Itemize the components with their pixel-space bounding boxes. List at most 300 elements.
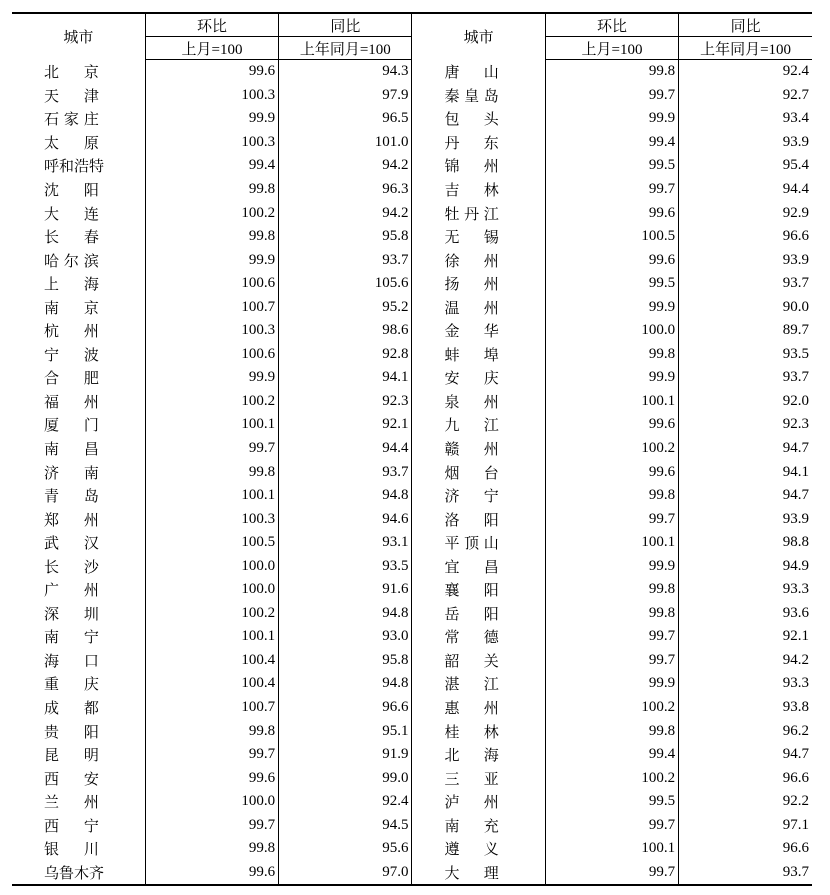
yoy-value-right: 94.2 — [782, 651, 809, 668]
mom-value-left: 100.0 — [145, 790, 278, 814]
mom-value-right: 99.6 — [545, 413, 678, 437]
city-name: 广 州 — [44, 583, 99, 600]
city-cell-left — [12, 531, 145, 555]
yoy-value-left: 105.6 — [279, 272, 412, 296]
city-cell-left — [12, 390, 145, 414]
mom-value-left: 100.7 — [145, 295, 278, 319]
mom-value-right: 100.2 — [545, 696, 678, 720]
city-name: 成 都 — [44, 701, 99, 718]
yoy-value-left: 91.9 — [279, 743, 412, 767]
mom-value-left: 100.4 — [145, 649, 278, 673]
city-cell-left — [12, 507, 145, 531]
yoy-value-right: 93.3 — [782, 581, 809, 598]
table-row — [12, 861, 812, 886]
city-name: 青 岛 — [44, 489, 99, 506]
city-name: 昆 明 — [44, 748, 99, 765]
mom-value-right: 99.7 — [545, 84, 678, 108]
yoy-value-right: 97.1 — [782, 816, 809, 833]
yoy-value-left: 94.1 — [279, 366, 412, 390]
city-cell-left — [12, 484, 145, 508]
city-cell-right — [412, 154, 545, 178]
yoy-value-left: 95.8 — [279, 649, 412, 673]
yoy-value-left: 92.1 — [279, 413, 412, 437]
yoy-value-right: 92.2 — [782, 793, 809, 810]
city-cell-left — [12, 437, 145, 461]
mom-value-right: 99.7 — [545, 507, 678, 531]
mom-value-left: 100.1 — [145, 413, 278, 437]
yoy-value-right: 93.7 — [782, 275, 809, 292]
mom-base-right: 上月=100 — [545, 37, 678, 60]
city-name: 贵 阳 — [44, 724, 99, 741]
mom-value-left: 99.8 — [145, 225, 278, 249]
yoy-base-left: 上年同月=100 — [279, 37, 412, 60]
table-row — [12, 295, 812, 319]
city-name: 温 州 — [444, 300, 499, 317]
city-cell-left — [12, 154, 145, 178]
yoy-value-right: 94.7 — [782, 746, 809, 763]
mom-value-left: 100.6 — [145, 343, 278, 367]
city-cell-right — [412, 766, 545, 790]
yoy-value-right: 96.6 — [782, 840, 809, 857]
mom-value-left: 99.9 — [145, 248, 278, 272]
yoy-value-right: 93.6 — [782, 604, 809, 621]
city-name: 上 海 — [44, 277, 99, 294]
yoy-value-right: 92.1 — [782, 628, 809, 645]
mom-value-right: 99.5 — [545, 790, 678, 814]
yoy-value-left: 95.1 — [279, 719, 412, 743]
yoy-value-left: 94.8 — [279, 602, 412, 626]
city-cell-right — [412, 837, 545, 861]
mom-value-left: 100.6 — [145, 272, 278, 296]
table-row — [12, 743, 812, 767]
mom-value-left: 99.4 — [145, 154, 278, 178]
city-cell-left — [12, 460, 145, 484]
mom-value-right: 99.8 — [545, 578, 678, 602]
yoy-value-right: 92.9 — [782, 204, 809, 221]
table-row — [12, 460, 812, 484]
mom-value-left: 100.0 — [145, 578, 278, 602]
mom-value-left: 99.9 — [145, 366, 278, 390]
city-name: 北 京 — [44, 65, 99, 82]
city-cell-right — [412, 178, 545, 202]
city-cell-right — [412, 295, 545, 319]
city-cell-left — [12, 602, 145, 626]
table-row — [12, 154, 812, 178]
yoy-value-right: 94.7 — [782, 440, 809, 457]
city-cell-left — [12, 60, 145, 84]
city-name: 南 昌 — [44, 442, 99, 459]
price-index-table-container — [12, 12, 812, 886]
city-cell-right — [412, 366, 545, 390]
city-cell-right — [412, 531, 545, 555]
city-name: 济 宁 — [444, 489, 499, 506]
mom-value-left: 100.3 — [145, 319, 278, 343]
yoy-value-right: 89.7 — [782, 322, 809, 339]
mom-base-left: 上月=100 — [145, 37, 278, 60]
mom-value-left: 100.1 — [145, 625, 278, 649]
city-cell-right — [412, 578, 545, 602]
mom-value-left: 99.9 — [145, 107, 278, 131]
city-name: 惠 州 — [444, 701, 499, 718]
table-row — [12, 272, 812, 296]
yoy-value-left: 101.0 — [279, 131, 412, 155]
mom-value-right: 99.8 — [545, 343, 678, 367]
yoy-value-right: 94.7 — [782, 487, 809, 504]
yoy-value-left: 97.0 — [279, 861, 412, 886]
city-cell-left — [12, 201, 145, 225]
mom-value-left: 100.3 — [145, 507, 278, 531]
city-name: 三 亚 — [444, 771, 499, 788]
city-name: 唐 山 — [444, 65, 499, 82]
city-name: 秦 皇 岛 — [444, 88, 499, 105]
yoy-value-left: 94.5 — [279, 814, 412, 838]
mom-value-right: 99.6 — [545, 201, 678, 225]
table-row — [12, 602, 812, 626]
city-name: 九 江 — [444, 418, 499, 435]
city-name: 牡 丹 江 — [444, 206, 499, 223]
table-row — [12, 625, 812, 649]
city-name: 长 沙 — [44, 559, 99, 576]
city-name: 哈 尔 滨 — [44, 253, 99, 270]
yoy-value-left: 98.6 — [279, 319, 412, 343]
city-name: 济 南 — [44, 465, 99, 482]
table-row — [12, 366, 812, 390]
city-name: 平 顶 山 — [444, 536, 499, 553]
city-cell-left — [12, 366, 145, 390]
city-name: 重 庆 — [44, 677, 99, 694]
city-name: 吉 林 — [444, 183, 499, 199]
table-row — [12, 201, 812, 225]
city-cell-left — [12, 295, 145, 319]
city-name: 天 津 — [44, 88, 99, 105]
city-cell-left — [12, 131, 145, 155]
city-cell-left — [12, 225, 145, 249]
city-name: 襄 阳 — [444, 583, 499, 600]
yoy-value-right: 92.4 — [782, 63, 809, 80]
city-name: 丹 东 — [444, 135, 499, 152]
yoy-value-right: 93.7 — [782, 369, 809, 386]
mom-value-left: 100.7 — [145, 696, 278, 720]
city-cell-right — [412, 790, 545, 814]
table-row — [12, 814, 812, 838]
mom-value-right: 99.8 — [545, 719, 678, 743]
city-cell-right — [412, 390, 545, 414]
yoy-value-left: 93.7 — [279, 460, 412, 484]
mom-value-left: 100.3 — [145, 131, 278, 155]
yoy-value-left: 93.5 — [279, 554, 412, 578]
mom-value-left: 99.8 — [145, 719, 278, 743]
mom-value-right: 100.0 — [545, 319, 678, 343]
yoy-value-right: 93.7 — [679, 861, 812, 886]
city-cell-right — [412, 413, 545, 437]
city-cell-left — [12, 248, 145, 272]
table-row — [12, 178, 812, 202]
mom-value-left: 100.5 — [145, 531, 278, 555]
table-row — [12, 437, 812, 461]
yoy-value-right: 94.1 — [782, 463, 809, 480]
table-row — [12, 343, 812, 367]
city-cell-right — [412, 343, 545, 367]
city-name: 大 理 — [444, 865, 499, 882]
city-cell-right — [412, 602, 545, 626]
city-name: 湛 江 — [444, 677, 499, 694]
city-header-left: 城市 — [12, 13, 145, 60]
city-name: 海 口 — [44, 653, 99, 670]
city-cell-left — [12, 696, 145, 720]
city-cell-right — [412, 719, 545, 743]
mom-value-right: 99.4 — [545, 131, 678, 155]
table-row — [12, 696, 812, 720]
mom-value-left: 99.8 — [145, 460, 278, 484]
mom-value-left: 99.8 — [145, 178, 278, 202]
yoy-value-left: 94.6 — [279, 507, 412, 531]
city-cell-right — [412, 814, 545, 838]
city-name: 石 家 庄 — [44, 112, 99, 129]
city-cell-left — [12, 413, 145, 437]
city-name: 大 连 — [44, 206, 99, 223]
city-name: 银 川 — [44, 842, 99, 859]
table-row — [12, 531, 812, 555]
city-name: 长 春 — [44, 230, 99, 247]
city-cell-left — [12, 178, 145, 202]
yoy-value-left: 92.8 — [279, 343, 412, 367]
city-cell-left — [12, 554, 145, 578]
mom-value-right: 99.7 — [545, 814, 678, 838]
mom-header-right: 环比 — [545, 13, 678, 37]
yoy-value-right: 94.9 — [782, 557, 809, 574]
city-name: 宁 波 — [44, 347, 99, 364]
city-cell-right — [412, 107, 545, 131]
city-cell-left — [12, 649, 145, 673]
city-name: 韶 关 — [444, 653, 499, 670]
city-name: 桂 林 — [444, 724, 499, 741]
city-name: 南 充 — [444, 818, 499, 835]
city-name: 呼 和 浩 特 — [44, 159, 105, 176]
yoy-value-left: 94.3 — [279, 60, 412, 84]
city-cell-left — [12, 272, 145, 296]
mom-value-left: 100.2 — [145, 390, 278, 414]
city-name: 泉 州 — [444, 394, 499, 411]
mom-value-right: 100.2 — [545, 766, 678, 790]
city-name: 安 庆 — [444, 371, 499, 388]
yoy-value-right: 92.7 — [782, 86, 809, 103]
yoy-value-left: 95.6 — [279, 837, 412, 861]
table-row — [12, 319, 812, 343]
mom-value-right: 99.5 — [545, 154, 678, 178]
city-name: 杭 州 — [44, 324, 99, 341]
city-cell-left — [12, 814, 145, 838]
mom-value-right: 99.7 — [545, 625, 678, 649]
city-name: 南 京 — [44, 300, 99, 317]
city-cell-left — [12, 84, 145, 108]
yoy-value-left: 92.4 — [279, 790, 412, 814]
city-name: 太 原 — [44, 135, 99, 152]
table-row — [12, 790, 812, 814]
city-name: 无 锡 — [444, 230, 499, 247]
mom-value-right: 99.4 — [545, 743, 678, 767]
yoy-value-right: 95.4 — [782, 157, 809, 174]
mom-value-right: 100.2 — [545, 437, 678, 461]
table-row — [12, 390, 812, 414]
yoy-value-left: 94.2 — [279, 154, 412, 178]
mom-value-left: 100.3 — [145, 84, 278, 108]
table-row — [12, 837, 812, 861]
city-name: 兰 州 — [44, 795, 99, 812]
city-cell-left — [12, 766, 145, 790]
yoy-value-left: 94.2 — [279, 201, 412, 225]
table-row — [12, 131, 812, 155]
table-row — [12, 225, 812, 249]
city-cell-left — [12, 672, 145, 696]
mom-value-left: 99.7 — [145, 743, 278, 767]
table-row — [12, 672, 812, 696]
city-name: 徐 州 — [444, 253, 499, 270]
yoy-value-right: 93.9 — [782, 133, 809, 150]
table-row — [12, 484, 812, 508]
mom-value-left: 99.8 — [145, 837, 278, 861]
city-name: 洛 阳 — [444, 512, 499, 529]
yoy-value-left: 91.6 — [279, 578, 412, 602]
yoy-value-right: 96.6 — [782, 769, 809, 786]
mom-value-right: 99.6 — [545, 248, 678, 272]
yoy-value-left: 92.3 — [279, 390, 412, 414]
mom-value-left: 99.6 — [145, 60, 278, 84]
yoy-value-right: 92.3 — [782, 416, 809, 433]
mom-value-left: 99.6 — [145, 766, 278, 790]
yoy-value-right: 93.3 — [782, 675, 809, 692]
mom-value-right: 99.9 — [545, 554, 678, 578]
city-name: 包 头 — [444, 112, 499, 129]
yoy-value-right: 93.9 — [782, 510, 809, 527]
yoy-value-right: 93.9 — [782, 251, 809, 268]
mom-value-right: 99.6 — [545, 460, 678, 484]
yoy-value-left: 94.4 — [279, 437, 412, 461]
city-cell-right — [412, 225, 545, 249]
yoy-value-right: 93.4 — [782, 110, 809, 127]
city-cell-right — [412, 625, 545, 649]
city-name: 郑 州 — [44, 512, 99, 529]
table-row — [12, 84, 812, 108]
mom-value-right: 99.9 — [545, 295, 678, 319]
mom-value-right: 100.5 — [545, 225, 678, 249]
table-body — [12, 60, 812, 886]
yoy-value-left: 95.2 — [279, 295, 412, 319]
city-name: 泸 州 — [444, 795, 499, 812]
table-row — [12, 766, 812, 790]
city-cell-right — [412, 437, 545, 461]
city-cell-right — [412, 460, 545, 484]
city-cell-right — [412, 272, 545, 296]
city-name: 北 海 — [444, 748, 499, 765]
mom-value-right: 99.9 — [545, 107, 678, 131]
city-name: 遵 义 — [444, 842, 499, 859]
city-cell-right — [412, 84, 545, 108]
city-cell-right — [412, 484, 545, 508]
yoy-value-right: 93.5 — [782, 345, 809, 362]
yoy-value-left: 99.0 — [279, 766, 412, 790]
city-name: 南 宁 — [44, 630, 99, 647]
city-name: 常 德 — [444, 630, 499, 647]
yoy-value-left: 96.3 — [279, 178, 412, 202]
yoy-value-left: 93.7 — [279, 248, 412, 272]
city-cell-right — [412, 554, 545, 578]
yoy-value-right: 92.0 — [782, 392, 809, 409]
city-cell-left — [12, 719, 145, 743]
mom-value-right: 99.8 — [545, 602, 678, 626]
city-header-right: 城市 — [412, 13, 545, 60]
table-header — [12, 13, 812, 60]
mom-value-right: 100.1 — [545, 837, 678, 861]
mom-value-right: 99.5 — [545, 272, 678, 296]
city-cell-left — [12, 790, 145, 814]
city-name: 沈 阳 — [44, 183, 99, 199]
city-cell-right — [412, 60, 545, 84]
mom-header-left: 环比 — [145, 13, 278, 37]
city-name: 西 宁 — [44, 818, 99, 835]
price-index-table — [12, 12, 812, 886]
mom-value-right: 100.1 — [545, 390, 678, 414]
mom-value-left: 100.4 — [145, 672, 278, 696]
city-cell-left — [12, 743, 145, 767]
table-row — [12, 248, 812, 272]
yoy-value-left: 96.5 — [279, 107, 412, 131]
mom-value-left: 100.0 — [145, 554, 278, 578]
city-name: 锦 州 — [444, 159, 499, 176]
yoy-value-left: 96.6 — [279, 696, 412, 720]
city-name: 合 肥 — [44, 371, 99, 388]
yoy-value-right: 96.2 — [782, 722, 809, 739]
city-cell-right — [412, 319, 545, 343]
table-row — [12, 649, 812, 673]
mom-value-left: 100.2 — [145, 201, 278, 225]
city-cell-right — [412, 861, 545, 886]
city-cell-left — [12, 343, 145, 367]
table-row — [12, 719, 812, 743]
city-name: 乌 鲁 木 齐 — [44, 865, 105, 882]
city-cell-right — [412, 743, 545, 767]
mom-value-left: 99.7 — [145, 437, 278, 461]
city-name: 西 安 — [44, 771, 99, 788]
city-cell-right — [412, 672, 545, 696]
city-cell-right — [412, 696, 545, 720]
city-name: 宜 昌 — [444, 559, 499, 576]
city-name: 烟 台 — [444, 465, 499, 482]
mom-value-left: 99.7 — [145, 814, 278, 838]
mom-value-right: 99.9 — [545, 672, 678, 696]
city-name: 岳 阳 — [444, 606, 499, 623]
mom-value-right: 99.7 — [545, 861, 678, 886]
yoy-value-left: 93.0 — [279, 625, 412, 649]
mom-value-left: 100.2 — [145, 602, 278, 626]
table-row — [12, 60, 812, 84]
city-name: 武 汉 — [44, 536, 99, 553]
table-row — [12, 413, 812, 437]
yoy-value-left: 97.9 — [279, 84, 412, 108]
yoy-header-right: 同比 — [679, 13, 812, 37]
mom-value-right: 99.8 — [545, 60, 678, 84]
yoy-value-right: 98.8 — [782, 534, 809, 551]
city-name: 金 华 — [444, 324, 499, 341]
city-name: 福 州 — [44, 394, 99, 411]
yoy-value-left: 93.1 — [279, 531, 412, 555]
city-cell-right — [412, 507, 545, 531]
yoy-value-right: 94.4 — [782, 181, 809, 197]
city-name: 赣 州 — [444, 442, 499, 459]
city-cell-left — [12, 319, 145, 343]
city-cell-left — [12, 107, 145, 131]
yoy-base-right: 上年同月=100 — [679, 37, 812, 60]
table-row — [12, 107, 812, 131]
